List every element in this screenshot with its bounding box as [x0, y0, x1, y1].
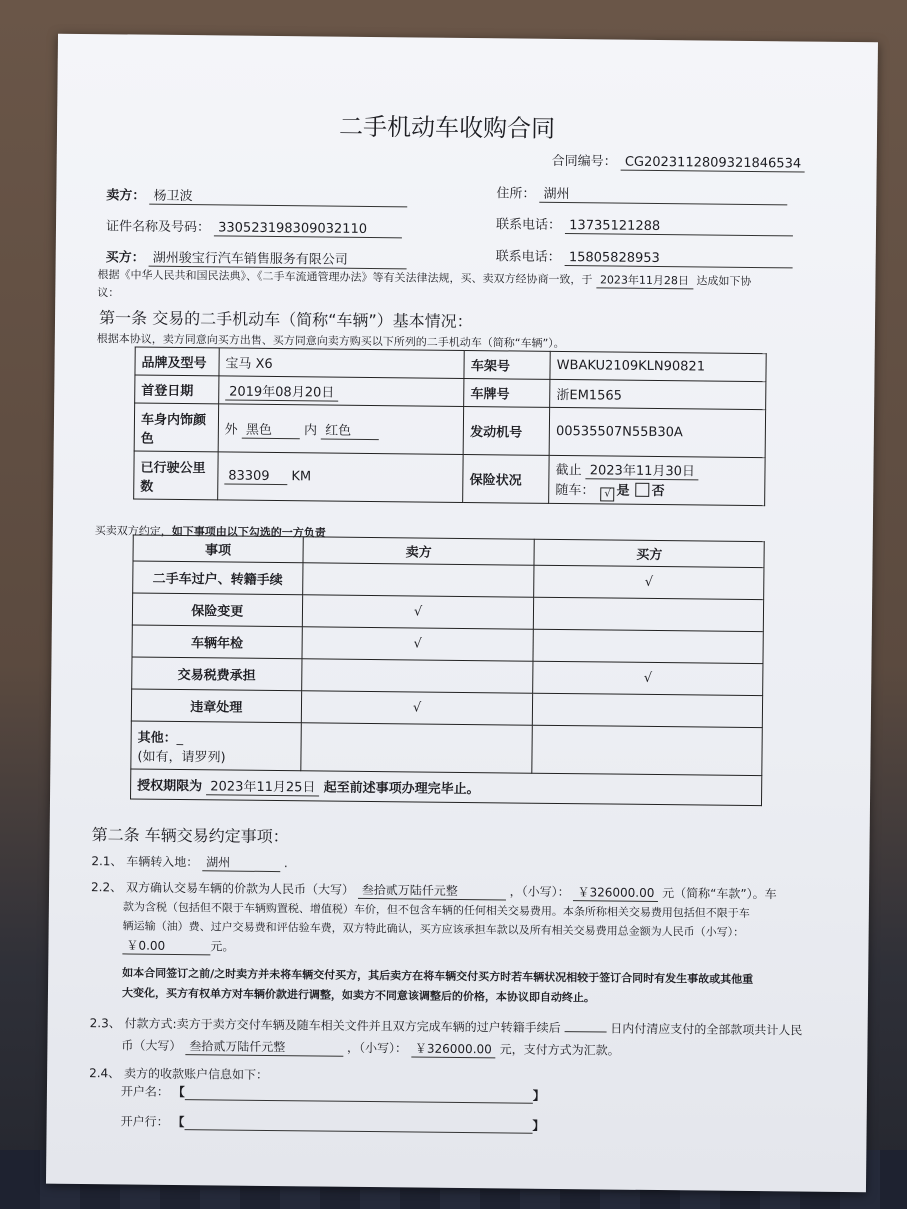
engine-value: 00535507N55B30A: [549, 407, 765, 457]
clause-2-2-bold-2: 大变化，买方有权单方对车辆价款进行调整，如卖方不同意该调整后的价格，本协议即自动终止。: [121, 986, 596, 1005]
exterior-color: 黑色: [242, 418, 300, 439]
buyer-row: 买方： 湖州骏宝行汽车销售服务有限公司: [106, 246, 407, 269]
header-buyer: 买方: [534, 539, 764, 567]
mileage-cell: 83309 KM: [217, 452, 463, 503]
duty-item: 车辆年检: [132, 625, 302, 659]
account-name-row: 开户名： 【 】: [120, 1084, 545, 1103]
vin-value: WBAKU2109KLN90821: [550, 351, 766, 381]
seller-id-row: 证件名称及号码： 330523198309032110: [106, 215, 402, 238]
page-title: 二手机动车收购合同: [338, 112, 556, 143]
plate-label: 车牌号: [464, 378, 550, 407]
contract-page: [46, 34, 878, 1193]
duty-item: 交易税费承担: [132, 657, 302, 691]
engine-label: 发动机号: [463, 406, 549, 455]
vin-label: 车架号: [464, 350, 550, 379]
interior-color: 红色: [321, 419, 379, 440]
yes-checkbox-checked[interactable]: √: [600, 487, 614, 501]
payment-days-blank: [564, 1031, 606, 1032]
seller-tick: √: [302, 627, 534, 661]
buyer-phone-row: 联系电话： 15805828953: [496, 245, 793, 268]
duty-item: 违章处理: [131, 689, 301, 723]
insurance-until: 截止 2023年11月30日: [556, 458, 759, 480]
article-1-desc: 根据本协议，卖方同意向买方出售、买方同意向卖方购买以下所列的二手机动车（简称“车辆”）。: [96, 332, 565, 351]
color-label: 车身内饰颜色: [134, 403, 218, 452]
clause-2-2-line-2: 款为含税（包括但不限于车辆购置税、增值税）车价，但不包含车辆的任何相关交易费用。本条所称相关交易费用包括但不限于车: [122, 900, 750, 920]
duty-item: 保险变更: [132, 593, 302, 627]
intro-line: 根据《中华人民共和国民法典》、《二手车流通管理办法》等有关法律法规，买、卖双方经协商一致，于 2023年11月28日 达成如下协: [97, 268, 752, 288]
header-item: 事项: [133, 535, 303, 563]
clause-2-4-title: 2.4、 卖方的收款账户信息如下：: [89, 1066, 269, 1082]
seller-tick: √: [302, 595, 534, 629]
duty-item: 二手车过户、转籍手续: [133, 561, 303, 595]
contract-number: 合同编号： CG2023112809321846534: [552, 150, 806, 173]
insurance-label: 保险状况: [463, 454, 549, 503]
seller-address-row: 住所： 湖州: [496, 182, 787, 205]
authorization-period: 授权期限为 2023年11月25日 起至前述事项办理完毕止。: [131, 769, 762, 806]
with-car-options: 随车： √ 是 否: [555, 478, 758, 502]
clause-2-1: 2.1、 车辆转入地： 湖州 .: [91, 854, 288, 871]
buyer-tick: √: [533, 661, 763, 695]
duty-table: [130, 535, 765, 807]
reg-date-value: 2019年08月20日: [225, 380, 338, 401]
article-2-title: 第二条 车辆交易约定事项：: [91, 825, 289, 847]
buyer-tick: [533, 629, 763, 663]
account-bank-row: 开户行： 【 】: [120, 1114, 545, 1133]
no-checkbox[interactable]: [636, 482, 650, 496]
seller-phone-row: 联系电话： 13735121288: [496, 213, 793, 236]
seller-tick: √: [301, 691, 533, 725]
intro-line-2: 议：: [97, 286, 120, 300]
reg-date-label: 首登日期: [135, 375, 219, 404]
other-buyer: [532, 725, 762, 775]
reg-date-cell: [218, 376, 464, 407]
duty-intro: 买卖双方约定，如下事项由以下勾选的一方负责: [94, 524, 326, 540]
mileage-value: 83309: [224, 468, 287, 485]
color-cell: 外 黑色 内 红色: [218, 404, 464, 455]
account-bank-blank: [184, 1115, 532, 1134]
seller-tick: [302, 563, 534, 597]
header-seller: 卖方: [303, 537, 535, 565]
clause-2-3-line-1: 2.3、 付款方式:卖方于卖方交付车辆及随车相关文件并且双方完成车辆的过户转籍手续后 日内付清应支付的全部款项共计人民: [89, 1016, 803, 1038]
other-seller: [301, 723, 533, 773]
seller-tick: [301, 659, 533, 693]
account-name-blank: [185, 1085, 533, 1104]
buyer-tick: [533, 693, 763, 727]
mileage-label: 已行驶公里数: [134, 451, 218, 500]
article-1-title: 第一条 交易的二手机动车（简称“车辆”）基本情况：: [98, 308, 473, 332]
clause-2-2-line-3: 辆运输（油）费、过户交易费和评估验车费，双方特此确认，买方应该承担车款以及所有相关交易费用总金额为人民币（小写）：: [122, 919, 745, 939]
clause-2-3-line-2: 币（大写） 叁拾贰万陆仟元整 ，（小写）： ￥326000.00 元，支付方式为汇款。: [121, 1038, 620, 1058]
brand-value: 宝马 X6: [219, 348, 465, 379]
other-cell: 其他：_ (如有，请罗列): [131, 721, 301, 771]
insurance-cell: [549, 455, 765, 505]
buyer-tick: [534, 597, 764, 631]
vehicle-info-table: [133, 347, 767, 507]
plate-value: 浙EM1565: [550, 379, 766, 409]
clause-2-2-line-1: 2.2、 双方确认交易车辆的价款为人民币（大写） 叁拾贰万陆仟元整 ，（小写）： ￥326000.00 元（简称“车款”）。车: [91, 880, 777, 902]
clause-2-2-fee: ￥0.00 元。: [122, 936, 234, 955]
brand-label: 品牌及型号: [135, 347, 219, 376]
seller-row: 卖方： 杨卫波: [106, 184, 407, 207]
buyer-tick: √: [534, 565, 764, 599]
clause-2-2-bold-1: 如本合同签订之前/之时卖方并未将车辆交付买方，其后卖方在将车辆交付买方时若车辆状况相较于签订合同时有发生事故或其他重: [122, 966, 754, 987]
